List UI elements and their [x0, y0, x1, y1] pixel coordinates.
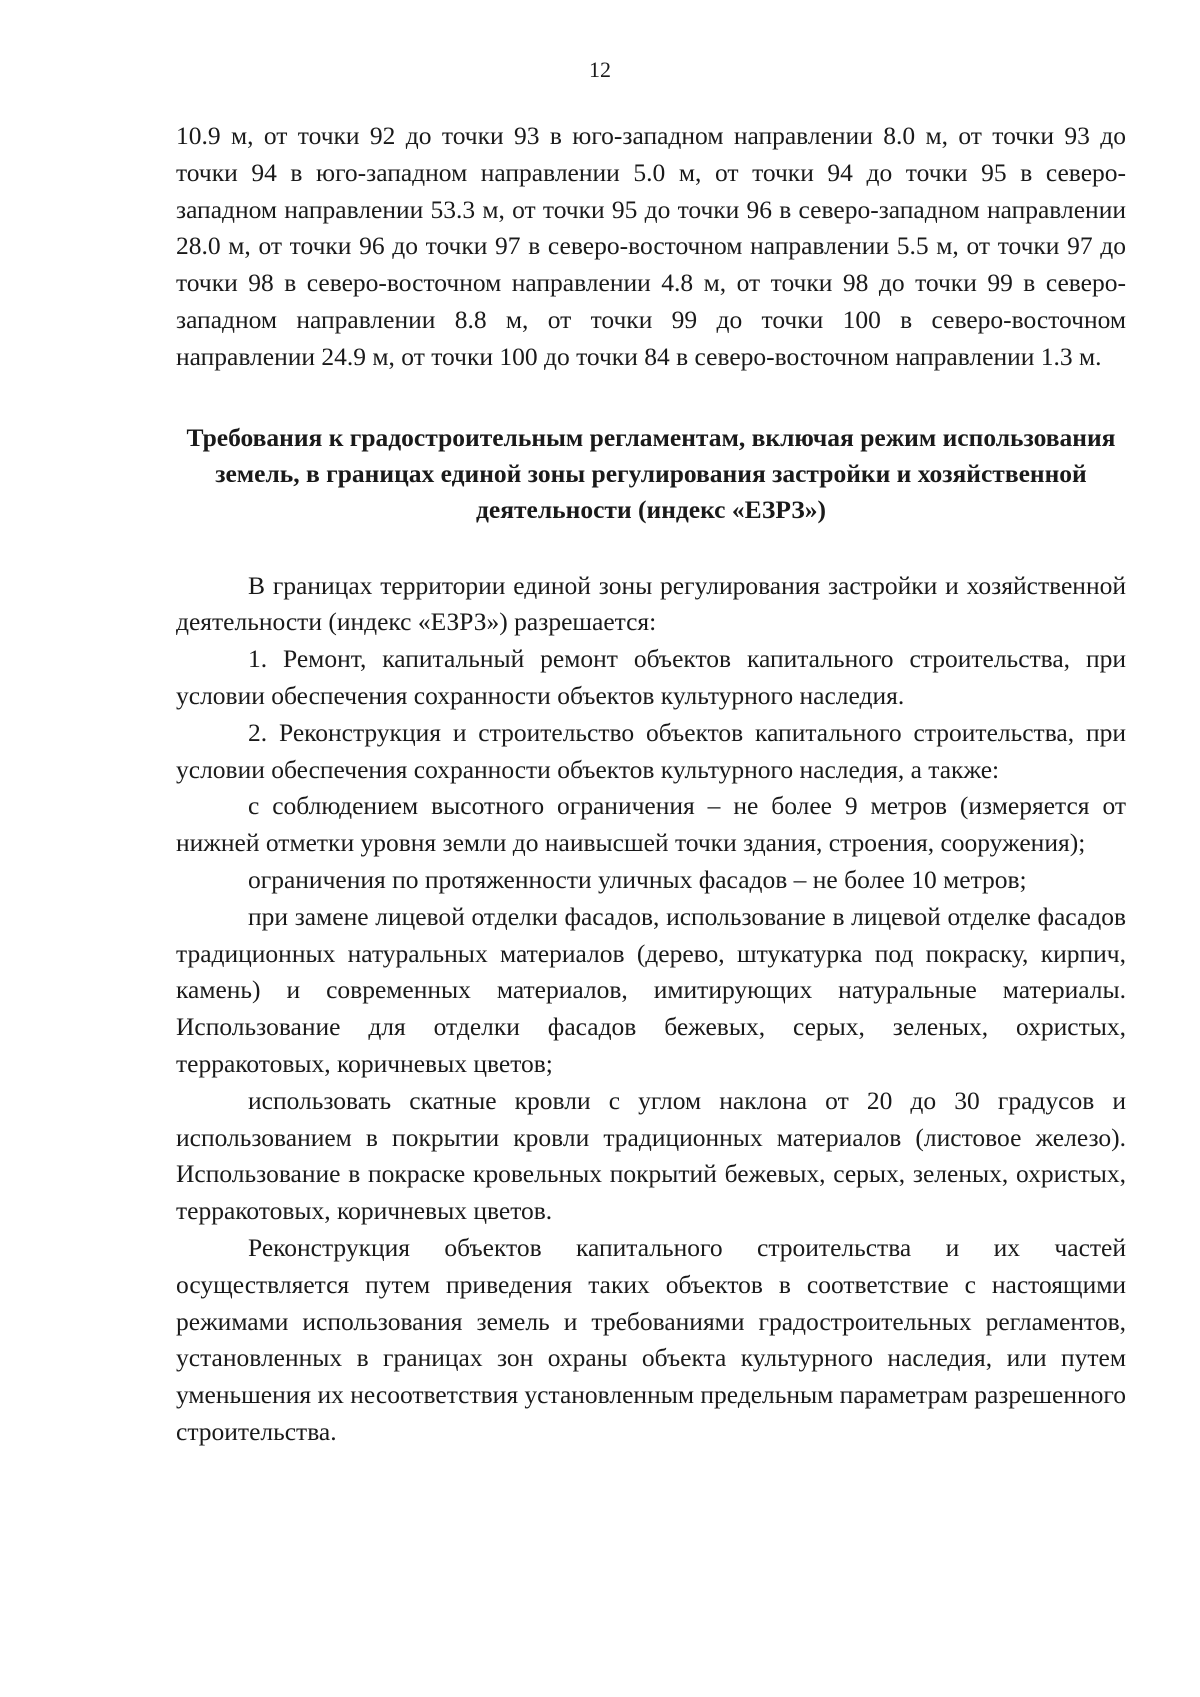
page-number: 12 — [589, 57, 611, 82]
body-paragraph-facade-finish: при замене лицевой отделки фасадов, использование в лицевой отделке фасадов традиционных натуральных материалов (дерево, штукатурка под покраску, кирпич, камень) и современных материалов, имитирующих натуральные материалы. Использование для отделки фасадов бежевых, серых, зеленых, охристых, терракотовых, коричневых цветов; — [176, 901, 1126, 1078]
body-paragraph-intro: В границах территории единой зоны регулирования застройки и хозяйственной деятельности (индекс «ЕЗРЗ») разрешается: — [176, 570, 1126, 637]
body-paragraph-facade-length: ограничения по протяженности уличных фасадов – не более 10 метров; — [248, 864, 1027, 894]
body-paragraph-height-limit: с соблюдением высотного ограничения – не более 9 метров (измеряется от нижней отметки уровня земли до наивысшей точки здания, строения, сооружения); — [176, 791, 1126, 858]
document-body — [176, 118, 1126, 1451]
section-heading: Требования к градостроительным регламентам, включая режим использования земель, в границах единой зоны регулирования застройки и хозяйственной деятельности (индекс «ЕЗРЗ») — [186, 422, 1116, 524]
body-paragraph-item-2: 2. Реконструкция и строительство объектов капитального строительства, при условии обеспечения сохранности объектов культурного наследия, а также: — [176, 717, 1126, 784]
body-paragraph-item-1: 1. Ремонт, капитальный ремонт объектов капитального строительства, при условии обеспечения сохранности объектов культурного наследия. — [176, 644, 1126, 710]
body-paragraph-roofing: использовать скатные кровли с углом наклона от 20 до 30 градусов и использованием в покрытии кровли традиционных материалов (листовое железо). Использование в покраске кровельных покрытий бежевых, серых, зеленых, охристых, терракотовых, коричневых цветов. — [176, 1085, 1126, 1226]
body-paragraph-reconstruction: Реконструкция объектов капитального строительства и их частей осуществляется путем приведения таких объектов в соответствие с настоящими режимами использования земель и требованиями градостроительных регламентов, установленных в границах зон охраны объекта культурного наследия, или путем уменьшения их несоответствия установленным предельным параметрам разрешенного строительства. — [176, 1232, 1126, 1446]
boundary-description-paragraph: 10.9 м, от точки 92 до точки 93 в юго-западном направлении 8.0 м, от точки 93 до точки 94 в юго-западном направлении 5.0 м, от точки 94 до точки 95 в северо-западном направлении 53.3 м, от точки 95 до точки 96 в северо-западном направлении 28.0 м, от точки 96 до точки 97 в северо-восточном направлении 5.5 м, от точки 97 до точки 98 в северо-восточном направлении 4.8 м, от точки 98 до точки 99 в северо-западном направлении 8.8 м, от точки 99 до точки 100 в северо-восточном направлении 24.9 м, от точки 100 до точки 84 в северо-восточном направлении 1.3 м. — [176, 121, 1126, 371]
